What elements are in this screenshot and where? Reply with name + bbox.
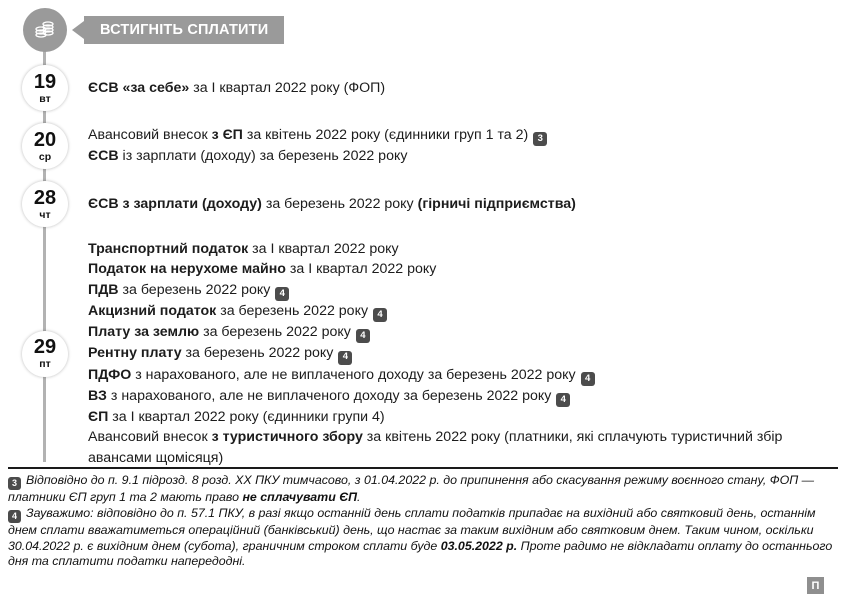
date-circle <box>22 331 68 377</box>
footnote-ref-badge: 4 <box>373 308 387 322</box>
footnote-ref-badge: 3 <box>533 132 547 146</box>
text-segment: ЄСВ «за себе» <box>88 79 190 96</box>
date-number: 20 <box>33 128 57 151</box>
footnote-ref-badge: 4 <box>581 372 595 386</box>
coins-icon <box>23 8 67 52</box>
footnote-ref-badge: 4 <box>556 393 570 407</box>
timeline-group <box>0 181 846 227</box>
text-segment: за квітень 2022 року (платники, які сплачують туристичний збір авансами щомісяця) <box>88 429 783 466</box>
tax-items <box>88 65 832 111</box>
text-segment: за березень 2022 року <box>181 345 334 362</box>
tax-item <box>88 365 832 386</box>
date-weekday: ср <box>38 150 52 163</box>
text-segment: за березень 2022 року <box>199 324 351 341</box>
text-segment: Транспортний податок <box>88 241 249 257</box>
tax-item <box>88 125 832 146</box>
text-segment: ПДФО <box>88 366 132 383</box>
tax-item <box>88 301 832 322</box>
timeline <box>0 65 846 480</box>
timeline-group <box>0 239 846 468</box>
text-segment: ЄСВ <box>88 148 119 165</box>
page-title <box>84 16 284 44</box>
text-segment: Проте радимо не відкладати оплату до останнього дня та сплатити податки напередодні. <box>8 538 833 569</box>
date-number: 19 <box>33 70 57 93</box>
timeline-group <box>0 123 846 169</box>
text-segment: Відповідно до п. 9.1 підрозд. 8 розд. ХХ ПКУ тимчасово, з 01.04.2022 р. до припинення або скасування режиму воєнного стану, ФОП — платники ЄП груп 1 та 2 мають право <box>8 473 815 505</box>
page-title-text: ВСТИГНІТЬ СПЛАТИТИ <box>100 22 269 38</box>
publisher-logo <box>807 577 824 594</box>
text-segment: за березень 2022 року <box>216 303 369 320</box>
date-circle <box>22 123 68 169</box>
text-segment: Податок на нерухоме майно <box>88 261 286 278</box>
text-segment: Плату за землю <box>88 324 200 341</box>
tax-items <box>88 123 832 169</box>
footnotes <box>8 473 840 570</box>
text-segment: Акцизний податок <box>88 303 217 320</box>
text-segment: Рентну плату <box>88 345 182 362</box>
coin-stack-glyph <box>33 18 57 42</box>
footnote-badge: 4 <box>8 510 21 523</box>
tax-item <box>88 239 832 259</box>
text-segment: з нарахованого, але не виплаченого доходу за березень 2022 року <box>131 366 576 383</box>
text-segment: за І квартал 2022 року <box>285 261 437 278</box>
footnote-badge: 3 <box>8 477 21 490</box>
publisher-logo-letter: П <box>811 579 820 592</box>
tax-item <box>88 322 832 343</box>
timeline-group <box>0 65 846 111</box>
tax-items <box>88 181 832 227</box>
date-number: 28 <box>33 186 57 209</box>
text-segment: з нарахованого, але не виплаченого доходу за березень 2022 року <box>106 387 552 404</box>
text-segment: ЄП <box>88 409 109 426</box>
text-segment: із зарплати (доходу) за березень 2022 року <box>118 148 408 165</box>
text-segment: не сплачувати ЄП <box>242 490 358 505</box>
text-segment: ПДВ <box>88 281 119 298</box>
text-segment: ЄСВ з зарплати (доходу) <box>88 195 262 212</box>
text-segment: 03.05.2022 р. <box>440 538 518 553</box>
date-number: 29 <box>33 336 57 359</box>
date-weekday: пт <box>39 358 51 371</box>
text-segment: за І квартал 2022 року (ФОП) <box>189 79 386 96</box>
text-segment: Зауважимо: відповідно до п. 57.1 ПКУ, в разі якщо останній день сплати податків припадає на вихідний або святковий день, останнім днем сплати вважатиметься операційний (банківський) день, що настає за таким вихідним або святковим днем. Таким чином, оскільки 30.04.2022 р. є вихідним днем (субота), граничним строком сплати буде <box>8 505 816 553</box>
text-segment: Авансовий внесок <box>88 429 212 446</box>
text-segment: ВЗ <box>88 387 107 404</box>
date-circle <box>22 65 68 111</box>
tax-item <box>88 280 832 301</box>
footnote-ref-badge: 4 <box>338 351 352 365</box>
text-segment: за березень 2022 року <box>118 281 271 298</box>
tax-item <box>88 407 832 427</box>
footnote-ref-badge: 4 <box>275 287 289 301</box>
tax-item <box>88 146 832 166</box>
text-segment: з туристичного збору <box>211 429 363 446</box>
tax-item <box>88 427 832 468</box>
text-segment: Авансовий внесок <box>88 127 212 144</box>
text-segment: за квітень 2022 року (єдинники груп 1 та 2) <box>242 127 529 144</box>
footnote-ref-badge: 4 <box>356 329 370 343</box>
text-segment: з ЄП <box>211 127 243 144</box>
tax-item <box>88 343 832 364</box>
text-segment: за І квартал 2022 року <box>248 241 399 257</box>
date-weekday: вт <box>39 92 51 105</box>
tax-item <box>88 194 832 214</box>
date-weekday: чт <box>39 208 51 221</box>
text-segment: . <box>357 490 361 505</box>
tax-item <box>88 386 832 407</box>
footnote <box>8 506 840 570</box>
tax-item <box>88 78 832 98</box>
tax-items <box>88 239 832 468</box>
date-circle <box>22 181 68 227</box>
text-segment: (гірничі підприємства) <box>417 195 576 212</box>
text-segment: за І квартал 2022 року (єдинники групи 4) <box>108 409 385 426</box>
tax-item <box>88 259 832 279</box>
text-segment: за березень 2022 року <box>261 195 418 212</box>
